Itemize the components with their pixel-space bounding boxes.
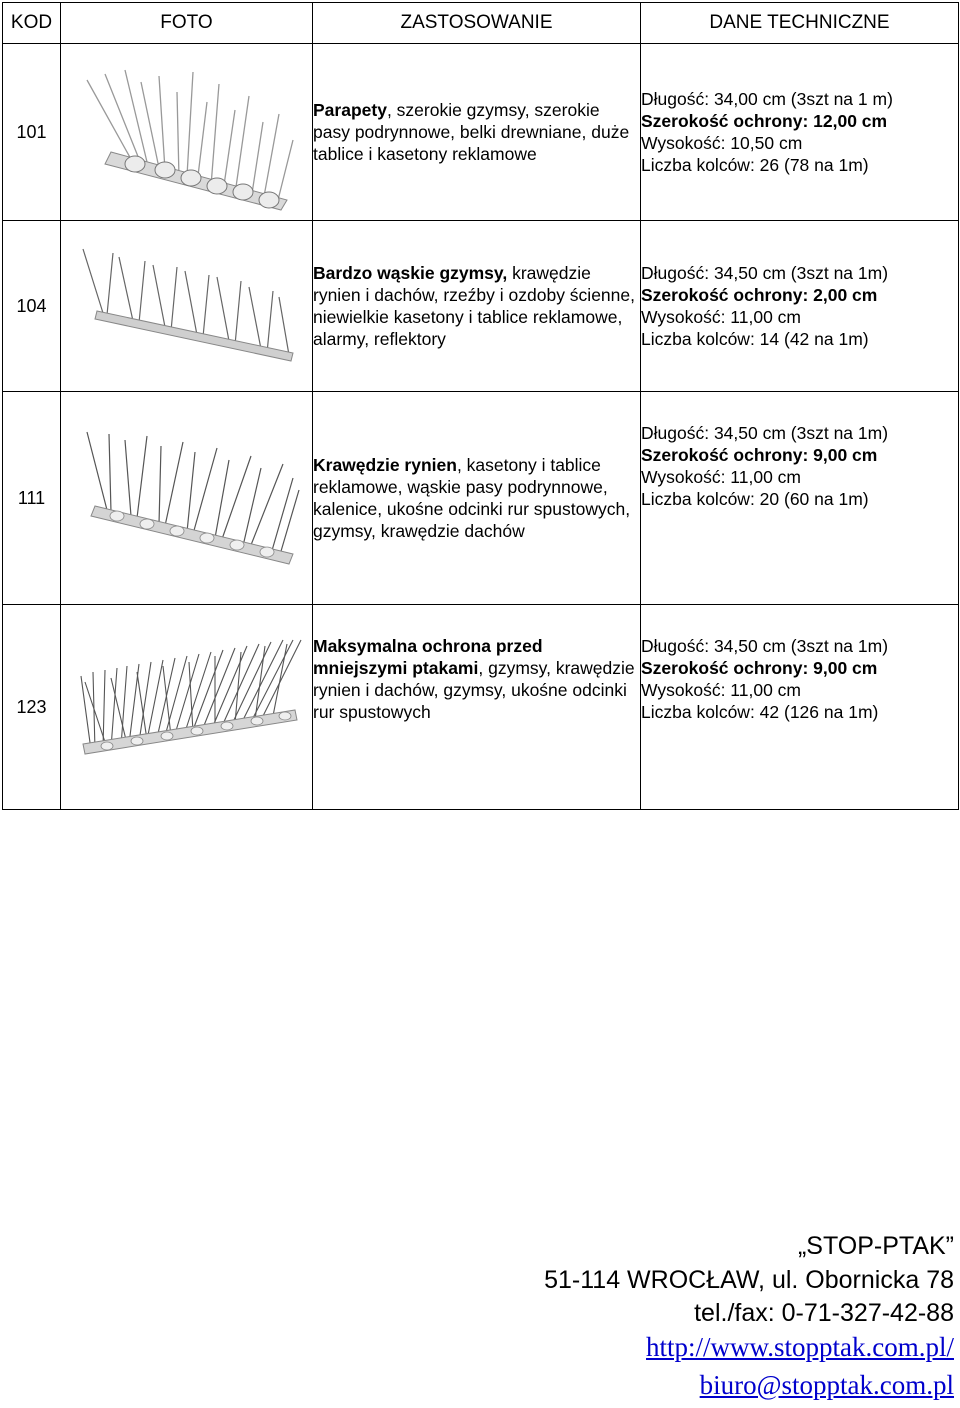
- header-kod: KOD: [3, 3, 61, 44]
- dane-szerokosc: Szerokość ochrony: 9,00 cm: [641, 445, 878, 465]
- company-address: 51-114 WROCŁAW, ul. Obornicka 78: [544, 1266, 954, 1294]
- table-row: [3, 44, 959, 221]
- bird-spike-strip-104-icon: [67, 231, 307, 381]
- product-photo: [61, 605, 313, 810]
- row-dane: [641, 392, 959, 605]
- row-dane: [641, 44, 959, 221]
- website-link[interactable]: http://www.stopptak.com.pl/: [646, 1332, 954, 1362]
- row-kod: 123: [3, 605, 61, 810]
- row-dane: [641, 221, 959, 392]
- product-table: [2, 2, 959, 810]
- dane-liczba-kolcow: Liczba kolców: 42 (126 na 1m): [641, 702, 879, 722]
- row-kod: 101: [3, 44, 61, 221]
- product-photo: [61, 44, 313, 221]
- dane-liczba-kolcow: Liczba kolców: 26 (78 na 1m): [641, 155, 869, 175]
- table-row: [3, 605, 959, 810]
- header-dane: DANE TECHNICZNE: [641, 3, 959, 44]
- dane-szerokosc: Szerokość ochrony: 12,00 cm: [641, 111, 888, 131]
- dane-wysokosc: Wysokość: 10,50 cm: [641, 133, 803, 153]
- dane-liczba-kolcow: Liczba kolców: 20 (60 na 1m): [641, 489, 869, 509]
- dane-liczba-kolcow: Liczba kolców: 14 (42 na 1m): [641, 329, 869, 349]
- product-photo: [61, 221, 313, 392]
- dane-wysokosc: Wysokość: 11,00 cm: [641, 680, 801, 700]
- row-kod: 104: [3, 221, 61, 392]
- header-zastosowanie: ZASTOSOWANIE: [313, 3, 641, 44]
- zastosowanie-bold: Krawędzie rynien: [313, 455, 457, 475]
- row-zastosowanie: [313, 392, 641, 605]
- table-header-row: [3, 3, 959, 44]
- dane-szerokosc: Szerokość ochrony: 9,00 cm: [641, 658, 878, 678]
- product-photo: [61, 392, 313, 605]
- row-zastosowanie: [313, 44, 641, 221]
- zastosowanie-text: , gzymsy, krawędzie rynien i dachów, gzymsy, ukośne odcinki rur spustowych: [313, 658, 635, 722]
- dane-dlugosc: Długość: 34,50 cm (3szt na 1m): [641, 423, 889, 443]
- email-link[interactable]: biuro@stopptak.com.pl: [699, 1370, 954, 1400]
- zastosowanie-text: , kasetony i tablice reklamowe, wąskie pasy podrynnowe, kalenice, ukośne odcinki rur spustowych, gzymsy, krawędzie dachów: [313, 455, 631, 541]
- company-name: „STOP-PTAK”: [797, 1232, 954, 1260]
- row-zastosowanie: [313, 605, 641, 810]
- company-phone: tel./fax: 0-71-327-42-88: [694, 1299, 954, 1327]
- dane-dlugosc: Długość: 34,50 cm (3szt na 1m): [641, 636, 889, 656]
- bird-spike-strip-123-icon: [67, 632, 307, 782]
- zastosowanie-bold: Parapety: [313, 100, 387, 120]
- table-row: [3, 221, 959, 392]
- row-dane: [641, 605, 959, 810]
- dane-wysokosc: Wysokość: 11,00 cm: [641, 307, 801, 327]
- bird-spike-strip-101-icon: [67, 52, 307, 212]
- row-kod: 111: [3, 392, 61, 605]
- zastosowanie-text: , szerokie gzymsy, szerokie pasy podrynnowe, belki drewniane, duże tablice i kasetony reklamowe: [313, 100, 630, 164]
- dane-dlugosc: Długość: 34,50 cm (3szt na 1m): [641, 263, 889, 283]
- dane-dlugosc: Długość: 34,00 cm (3szt na 1 m): [641, 89, 893, 109]
- dane-wysokosc: Wysokość: 11,00 cm: [641, 467, 801, 487]
- zastosowanie-text: krawędzie rynien i dachów, rzeźby i ozdoby ścienne, niewielkie kasetony i tablice reklamowe, alarmy, reflektory: [313, 263, 635, 349]
- row-zastosowanie: [313, 221, 641, 392]
- bird-spike-strip-111-icon: [67, 418, 307, 578]
- zastosowanie-bold: Maksymalna ochrona przed mniejszymi ptakami: [313, 636, 543, 678]
- zastosowanie-bold: Bardzo wąskie gzymsy,: [313, 263, 508, 283]
- dane-szerokosc: Szerokość ochrony: 2,00 cm: [641, 285, 878, 305]
- header-foto: FOTO: [61, 3, 313, 44]
- table-row: [3, 392, 959, 605]
